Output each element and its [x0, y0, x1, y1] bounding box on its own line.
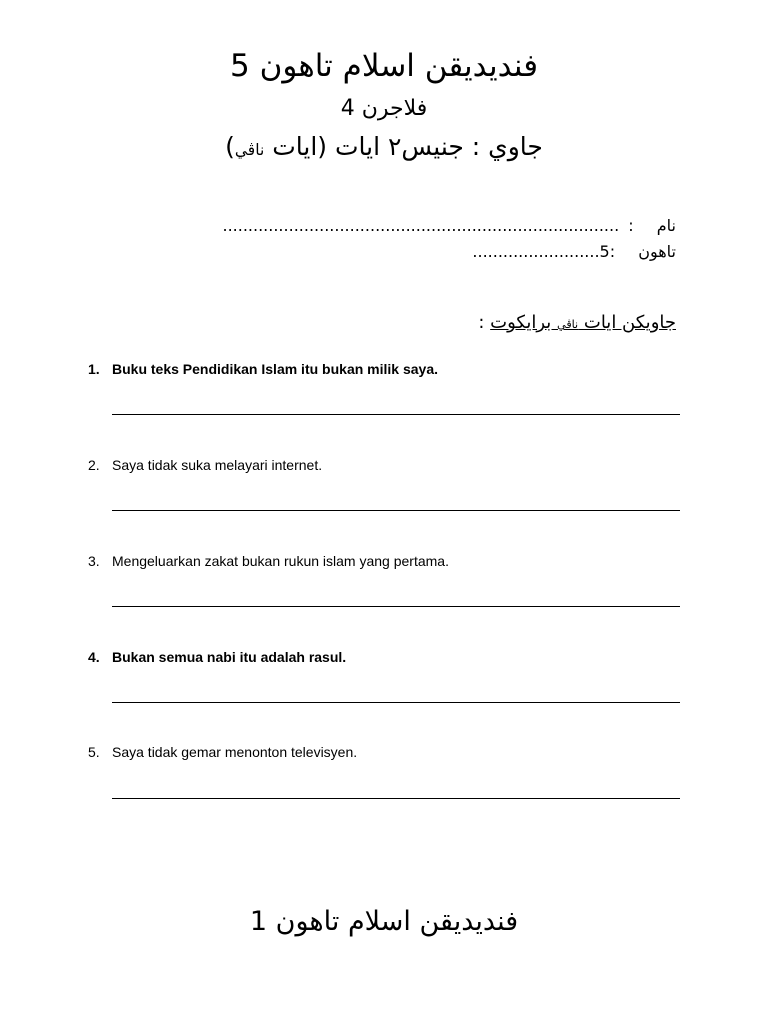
year-value: 5: — [599, 242, 616, 261]
question-text: Mengeluarkan zakat bukan rukun islam yang pertama. — [112, 553, 449, 569]
question-3 — [88, 553, 688, 569]
name-label: نام — [656, 216, 676, 235]
answer-line-1[interactable] — [112, 414, 680, 415]
name-field-row — [222, 216, 676, 235]
question-text: Bukan semua nabi itu adalah rasul. — [112, 649, 347, 665]
question-number: 2. — [88, 457, 100, 473]
question-text: Buku teks Pendidikan Islam itu bukan milik saya. — [112, 361, 438, 377]
name-separator: : — [628, 216, 634, 235]
question-number: 1. — [88, 361, 100, 377]
topic-small: ناڤي — [234, 141, 265, 159]
answer-line-2[interactable] — [112, 510, 680, 511]
question-1 — [88, 361, 688, 377]
question-2 — [88, 457, 688, 473]
question-text: Saya tidak suka melayari internet. — [112, 457, 323, 473]
question-5 — [88, 744, 688, 760]
year-label: تاهون — [638, 242, 676, 261]
answer-line-3[interactable] — [112, 606, 680, 607]
answer-line-4[interactable] — [112, 702, 680, 703]
name-blank[interactable]: .............................................................................. — [222, 216, 620, 235]
instruction-colon: : — [478, 312, 491, 333]
topic-main: جاوي : جنيس٢ ايات (ايات — [264, 132, 543, 161]
worksheet-title: فنديديقن اسلام تاهون 5 — [229, 48, 539, 84]
footer-title: فنديديقن اسلام تاهون 1 — [249, 906, 519, 937]
instruction — [478, 312, 676, 333]
year-field-row — [472, 242, 676, 261]
worksheet-topic — [0, 132, 768, 161]
instruction-text: جاويكن ايات ناڤي برايكوت — [490, 312, 676, 333]
topic-close: ) — [225, 132, 235, 161]
worksheet-subtitle: فلاجرن 4 — [340, 96, 428, 121]
question-number: 5. — [88, 744, 100, 760]
question-text: Saya tidak gemar menonton televisyen. — [112, 744, 358, 760]
question-number: 4. — [88, 649, 100, 665]
question-number: 3. — [88, 553, 100, 569]
year-blank[interactable]: ......................... — [472, 242, 600, 261]
question-4 — [88, 649, 688, 665]
answer-line-5[interactable] — [112, 798, 680, 799]
